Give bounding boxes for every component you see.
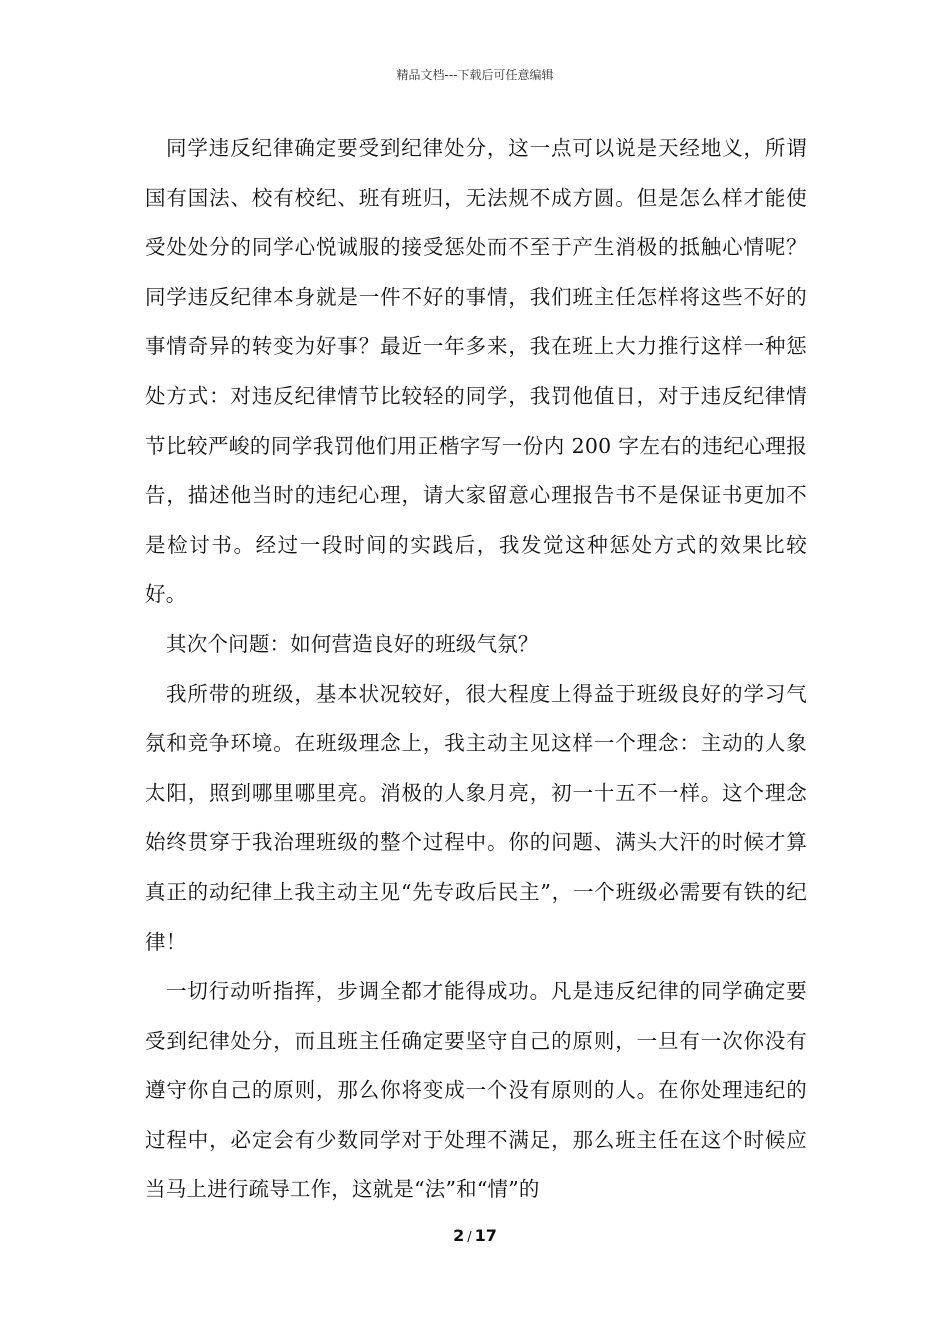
page-separator: / [467,1230,472,1245]
page-header: 精品文档---下载后可任意编辑 [396,68,554,82]
current-page: 2 [453,1226,465,1245]
total-pages: 17 [474,1226,497,1245]
paragraph: 同学违反纪律确定要受到纪律处分，这一点可以说是天经地义，所谓国有国法、校有校纪、班有班归，无法规不成方圆。但是怎么样才能使受处处分的同学心悦诚服的接受惩处而不至于产生消极的抵触心情呢？同学违反纪律本身就是一件不好的事情，我们班主任怎样将这些不好的事情奇异的转变为好事？最近一年多来，我在班上大力推行这样一种惩处方式：对违反纪律情节比较轻的同学，我罚他值日，对于违反纪律情节比较严峻的同学我罚他们用正楷字写一份内 200 字左右的违纪心理报告，描述他当时的违纪心理，请大家留意心理报告书不是保证书更加不是检讨书。经过一段时间的实践后，我发觉这种惩处方式的效果比较好。 [145,136,807,607]
paragraph: 我所带的班级，基本状况较好，很大程度上得益于班级良好的学习气氛和竞争环境。在班级理念上，我主动主见这样一个理念：主动的人象太阳，照到哪里哪里亮。消极的人象月亮，初一十五不一样。这个理念始终贯穿于我治理班级的整个过程中。你的问题、满头大汗的时候才算真正的动纪律上我主动主见“先专政后民主”，一个班级必需要有铁的纪律！ [145,681,807,954]
document-body [145,124,807,1215]
paragraph: 其次个问题：如何营造良好的班级气氛？ [166,631,539,656]
page-number [0,1226,950,1245]
paragraph: 一切行动听指挥，步调全都才能得成功。凡是违反纪律的同学确定要受到纪律处分，而且班主任确定要坚守自己的原则，一旦有一次你没有遵守你自己的原则，那么你将变成一个没有原则的人。在你处理违纪的过程中，必定会有少数同学对于处理不满足，那么班主任在这个时候应当马上进行疏导工作，这就是“法”和“情”的 [145,979,807,1202]
